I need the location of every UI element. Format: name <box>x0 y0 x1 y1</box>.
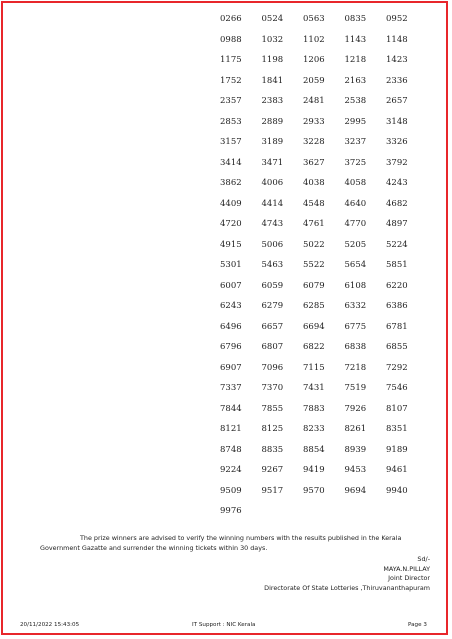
winning-number: 5006 <box>261 239 284 250</box>
winning-number: 1175 <box>220 55 242 65</box>
winning-number: 0952 <box>386 14 408 24</box>
winning-number: 4006 <box>261 178 284 188</box>
winning-number: 8939 <box>344 444 367 455</box>
winning-number: 9976 <box>220 506 242 516</box>
winning-number: 3414 <box>220 157 242 168</box>
winning-number: 1032 <box>261 34 284 45</box>
winning-number: 6243 <box>220 301 242 311</box>
winning-number: 9940 <box>386 485 408 496</box>
winning-number: 5851 <box>386 260 408 270</box>
number-row <box>220 322 428 343</box>
number-row <box>220 506 428 527</box>
winning-number: 6332 <box>344 301 367 311</box>
signature-sd: Sd/- <box>417 555 430 563</box>
winning-number: 3157 <box>220 137 242 147</box>
winning-number: 4038 <box>303 178 325 188</box>
winning-number: 4548 <box>303 198 325 209</box>
winning-number: 9224 <box>220 465 242 475</box>
winning-number: 2383 <box>261 96 284 106</box>
winning-number: 6108 <box>344 280 367 291</box>
winning-number: 6007 <box>220 280 242 291</box>
winning-number: 2995 <box>344 116 367 127</box>
number-row <box>220 424 428 445</box>
winning-number: 6220 <box>386 280 408 291</box>
winning-number: 8261 <box>344 424 367 434</box>
winning-number: 7096 <box>261 362 284 373</box>
winning-number: 6657 <box>261 321 284 332</box>
winning-number: 4770 <box>344 219 367 229</box>
winning-number: 6496 <box>220 321 242 332</box>
winning-number: 4058 <box>344 178 367 188</box>
winning-number: 6285 <box>303 301 325 311</box>
winning-number: 5022 <box>303 239 325 250</box>
winning-number: 0835 <box>344 14 367 24</box>
number-row <box>220 445 428 466</box>
winning-number: 3725 <box>344 157 367 168</box>
signatory-office: Directorate Of State Lotteries ,Thiruvananthapuram <box>264 583 430 592</box>
number-row <box>220 199 428 220</box>
winning-number: 2853 <box>220 116 242 127</box>
number-row <box>220 404 428 425</box>
winning-number: 2357 <box>220 96 242 106</box>
number-row <box>220 342 428 363</box>
winning-number: 9453 <box>344 465 367 475</box>
winning-number: 2336 <box>386 75 408 86</box>
winning-number: 3148 <box>386 116 408 127</box>
winning-number: 6059 <box>261 280 284 291</box>
winning-number: 4915 <box>220 239 242 250</box>
winning-number: 4897 <box>386 219 408 229</box>
winning-number: 0524 <box>261 14 284 24</box>
winning-number: 3627 <box>303 157 325 168</box>
signature-block <box>264 555 430 593</box>
winning-number: 1841 <box>261 75 284 86</box>
winning-number: 1143 <box>344 34 367 45</box>
winning-number: 5301 <box>220 260 242 270</box>
winning-number: 8835 <box>261 444 284 455</box>
winning-number: 1218 <box>344 55 367 65</box>
winning-number: 2481 <box>303 96 325 106</box>
winning-number: 7115 <box>303 362 325 373</box>
footer-support: IT Support : NIC Kerala <box>192 622 256 628</box>
number-row <box>220 35 428 56</box>
winning-number: 4243 <box>386 178 408 188</box>
number-row <box>220 465 428 486</box>
winning-number: 1423 <box>386 55 408 65</box>
winning-number: 3189 <box>261 137 284 147</box>
winning-number: 4640 <box>344 198 367 209</box>
winning-number: 2538 <box>344 96 367 106</box>
signatory-name: MAYA.N.PILLAY <box>383 564 430 573</box>
winning-number: 6386 <box>386 301 408 311</box>
winning-number: 9509 <box>220 485 242 496</box>
winning-number: 9694 <box>344 485 367 496</box>
winning-number: 2933 <box>303 116 325 127</box>
footer-datetime: 20/11/2022 15:43:05 <box>20 622 80 628</box>
winning-number: 9189 <box>386 444 408 455</box>
winning-number: 8233 <box>303 424 325 434</box>
winning-number: 6079 <box>303 280 325 291</box>
winning-number: 3326 <box>386 137 408 147</box>
number-row <box>220 14 428 35</box>
winning-number: 8107 <box>386 403 408 414</box>
number-row <box>220 363 428 384</box>
winning-number: 8121 <box>220 424 242 434</box>
winning-number: 7844 <box>220 403 242 414</box>
winning-number: 7519 <box>344 383 367 393</box>
winning-number: 7926 <box>344 403 367 414</box>
winning-number: 6796 <box>220 342 242 352</box>
winning-number: 6907 <box>220 362 242 373</box>
winning-number: 8748 <box>220 444 242 455</box>
winning-number: 9419 <box>303 465 325 475</box>
number-row <box>220 383 428 404</box>
number-row <box>220 76 428 97</box>
winning-number: 4682 <box>386 198 408 209</box>
winning-number: 6838 <box>344 342 367 352</box>
winning-number: 8854 <box>303 444 325 455</box>
winning-number: 7431 <box>303 383 325 393</box>
number-row <box>220 240 428 261</box>
winning-number: 7855 <box>261 403 284 414</box>
number-row <box>220 96 428 117</box>
winning-number: 6822 <box>303 342 325 352</box>
winning-number: 6694 <box>303 321 325 332</box>
winning-number: 7883 <box>303 403 325 414</box>
winning-number: 5224 <box>386 239 408 250</box>
winning-number: 1102 <box>303 34 325 45</box>
winning-number: 7546 <box>386 383 408 393</box>
prize-notice: The prize winners are advised to verify the winning numbers with the results published in the Kerala Government Gazatte and surrender the winning tickets within 30 days. <box>40 534 402 552</box>
number-row <box>220 281 428 302</box>
winning-number: 7370 <box>261 383 284 393</box>
number-row <box>220 55 428 76</box>
winning-number: 9570 <box>303 485 325 496</box>
winning-number: 3228 <box>303 137 325 147</box>
winning-number: 3237 <box>344 137 367 147</box>
winning-number: 7292 <box>386 362 408 373</box>
winning-number: 2059 <box>303 75 325 86</box>
number-row <box>220 260 428 281</box>
winning-number: 1198 <box>261 55 284 65</box>
winning-number: 4743 <box>261 219 284 229</box>
number-row <box>220 178 428 199</box>
winning-number: 9517 <box>261 485 284 496</box>
number-row <box>220 219 428 240</box>
winning-number: 7218 <box>344 362 367 373</box>
winning-number: 2163 <box>344 75 367 86</box>
winning-number: 6855 <box>386 342 408 352</box>
number-row <box>220 158 428 179</box>
number-row <box>220 117 428 138</box>
winning-numbers-grid <box>220 14 428 527</box>
winning-number: 0266 <box>220 14 242 24</box>
winning-number: 4761 <box>303 219 325 229</box>
winning-number: 8351 <box>386 424 408 434</box>
winning-number: 4414 <box>261 198 284 209</box>
winning-number: 1206 <box>303 55 325 65</box>
winning-number: 4409 <box>220 198 242 209</box>
signatory-title: Joint Director <box>388 574 430 582</box>
winning-number: 6807 <box>261 342 284 352</box>
winning-number: 0563 <box>303 14 325 24</box>
winning-number: 6781 <box>386 321 408 332</box>
winning-number: 3471 <box>261 157 284 168</box>
winning-number: 9267 <box>261 465 284 475</box>
number-row <box>220 137 428 158</box>
winning-number: 1148 <box>386 34 408 45</box>
winning-number: 6775 <box>344 321 367 332</box>
footer-page-number: Page 3 <box>408 622 427 628</box>
winning-number: 5463 <box>261 260 284 270</box>
winning-number: 6279 <box>261 301 284 311</box>
number-row <box>220 486 428 507</box>
winning-number: 8125 <box>261 424 284 434</box>
winning-number: 2889 <box>261 116 284 127</box>
winning-number: 5522 <box>303 260 325 270</box>
winning-number: 5205 <box>344 239 367 250</box>
winning-number: 0988 <box>220 34 242 45</box>
winning-number: 9461 <box>386 465 408 475</box>
winning-number: 7337 <box>220 383 242 393</box>
winning-number: 1752 <box>220 75 242 86</box>
winning-number: 3792 <box>386 157 408 168</box>
winning-number: 5654 <box>344 260 367 270</box>
winning-number: 3862 <box>220 178 242 188</box>
winning-number: 2657 <box>386 96 408 106</box>
winning-number: 4720 <box>220 219 242 229</box>
number-row <box>220 301 428 322</box>
